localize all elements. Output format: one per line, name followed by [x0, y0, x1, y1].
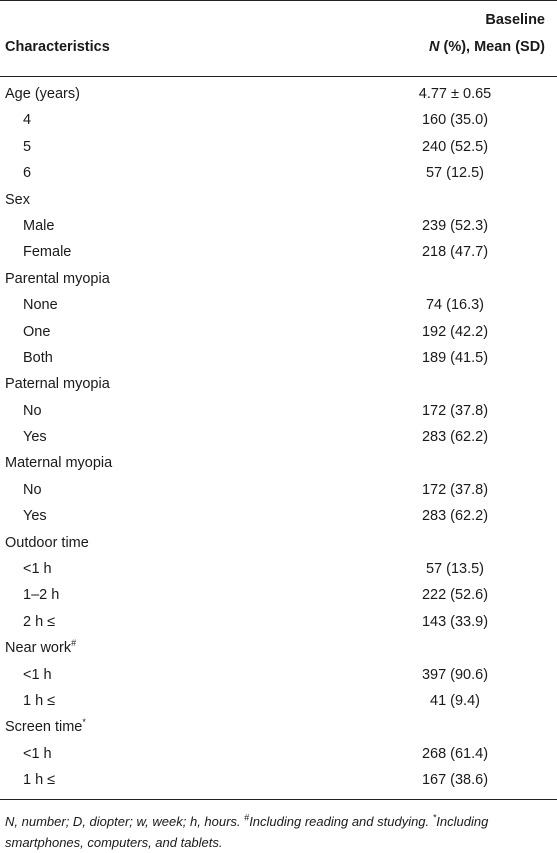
footnote-sup1: # [244, 812, 250, 823]
row-label: Sex [5, 191, 30, 208]
row-value: 41 (9.4) [430, 692, 480, 709]
table-row-subcategory [0, 583, 557, 609]
row-label: 1–2 h [23, 587, 60, 604]
row-label: Parental myopia [5, 270, 110, 287]
footnote-part2: Including reading and studying. [249, 814, 433, 829]
table-row-subcategory [0, 293, 557, 319]
table-row-category [0, 636, 557, 662]
row-label: None [23, 297, 58, 314]
table-row-subcategory [0, 135, 557, 161]
row-label: No [23, 402, 42, 419]
table-row-subcategory [0, 768, 557, 794]
row-label: 4 [23, 112, 32, 129]
row-label: Female [23, 244, 72, 261]
table-row-subcategory [0, 240, 557, 266]
header-bottom-rule [0, 76, 557, 77]
row-label: Male [23, 217, 55, 234]
row-value: 143 (33.9) [421, 613, 489, 630]
table-row-subcategory [0, 742, 557, 768]
table-row-subcategory [0, 663, 557, 689]
row-label: Outdoor time [5, 534, 89, 551]
table-body [0, 82, 557, 795]
table-row-subcategory [0, 610, 557, 636]
row-label: One [23, 323, 51, 340]
header-characteristics: Characteristics [5, 39, 110, 55]
table-bottom-rule [0, 799, 557, 800]
row-value: 268 (61.4) [421, 745, 489, 762]
row-label: Age (years) [5, 86, 80, 102]
table-row-category [0, 372, 557, 398]
row-value: 4.77 ± 0.65 [418, 86, 492, 102]
row-value: 57 (13.5) [425, 561, 485, 578]
header-baseline: Baseline [485, 12, 545, 28]
row-value: 283 (62.2) [421, 429, 489, 446]
table-footnote [5, 811, 555, 853]
header-stat-type [395, 39, 545, 55]
footnote-part3: Including smartphones, computers, and tablets. [5, 814, 489, 850]
row-label-footnote-mark: * [82, 717, 86, 728]
footnote-part1: N, number; D, diopter; w, week; h, hours. [5, 814, 245, 829]
row-label: 2 h ≤ [23, 613, 56, 630]
row-value: 397 (90.6) [421, 666, 489, 683]
row-value: 57 (12.5) [425, 165, 485, 182]
row-value: 192 (42.2) [421, 323, 489, 340]
table-row-category [0, 267, 557, 293]
row-label: No [23, 481, 42, 498]
table-row-category [0, 451, 557, 477]
table-row-subcategory [0, 346, 557, 372]
row-label [5, 719, 86, 735]
row-value: 218 (47.7) [421, 244, 489, 261]
row-label [5, 640, 76, 656]
row-label: Paternal myopia [5, 376, 110, 393]
table-row-subcategory [0, 214, 557, 240]
table-row-category [0, 188, 557, 214]
table-row-subcategory [0, 399, 557, 425]
row-label: 1 h ≤ [23, 692, 56, 709]
row-label: Maternal myopia [5, 455, 113, 472]
row-value: 172 (37.8) [421, 481, 489, 498]
table-row-category [0, 715, 557, 741]
table-row-subcategory [0, 504, 557, 530]
table-row-subcategory [0, 425, 557, 451]
row-value: 222 (52.6) [421, 587, 489, 604]
table-row-subcategory [0, 161, 557, 187]
table-row-subcategory [0, 557, 557, 583]
table-row-category [0, 82, 557, 108]
row-label-text: Screen time [5, 719, 83, 736]
row-label: Yes [23, 508, 47, 525]
table-row-subcategory [0, 478, 557, 504]
row-label: 5 [23, 138, 32, 155]
table-row-subcategory [0, 689, 557, 715]
row-value: 167 (38.6) [421, 772, 489, 789]
row-label: 1 h ≤ [23, 772, 56, 789]
table-row-category [0, 531, 557, 557]
footnote-sup2: * [432, 812, 437, 823]
row-value: 283 (62.2) [421, 508, 489, 525]
row-label: Both [23, 349, 53, 366]
header-n-italic: N [428, 39, 440, 55]
row-label: <1 h [23, 666, 52, 683]
row-label-text: Near work [5, 640, 72, 657]
row-value: 160 (35.0) [421, 112, 489, 129]
row-value: 239 (52.3) [421, 217, 489, 234]
header-n-suffix: (%), Mean (SD) [439, 39, 545, 55]
row-value: 74 (16.3) [425, 297, 485, 314]
table-row-subcategory [0, 108, 557, 134]
table-header [0, 0, 557, 76]
row-label: 6 [23, 165, 32, 182]
row-label: <1 h [23, 745, 52, 762]
row-label: <1 h [23, 561, 52, 578]
row-value: 240 (52.5) [421, 138, 489, 155]
row-label-footnote-mark: # [71, 638, 77, 649]
row-label: Yes [23, 429, 47, 446]
table-row-subcategory [0, 320, 557, 346]
row-value: 172 (37.8) [421, 402, 489, 419]
row-value: 189 (41.5) [421, 349, 489, 366]
